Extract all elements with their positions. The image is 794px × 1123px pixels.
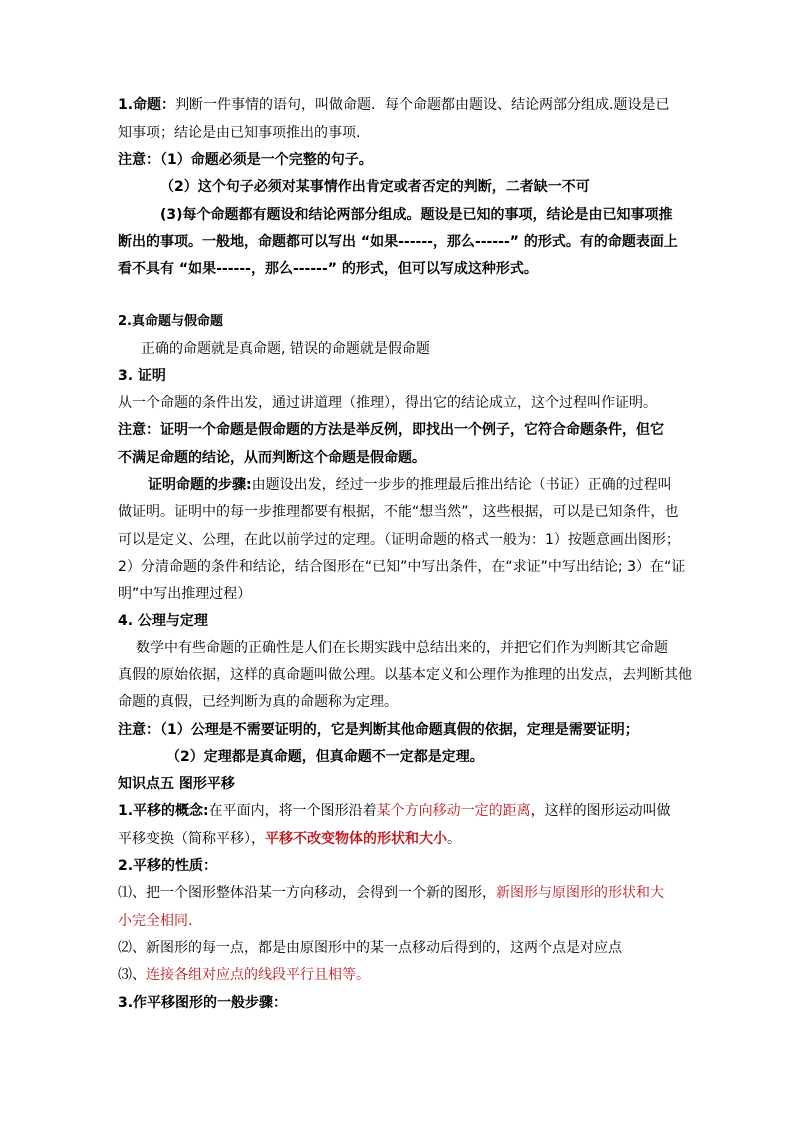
true-false-proposition-heading: 2.真命题与假命题: [118, 314, 223, 329]
true-false-proposition-text: 正确的命题就是真命题, 错误的命题就是假命题: [141, 341, 430, 357]
translation-nature-1-text: ⑴、把一个图形整体沿某一方向移动，会得到一个新的图形，: [118, 885, 496, 901]
proof-steps-line-3: 可以是定义、公理，在此以前学过的定理。（证明命题的格式一般为：1）按题意画出图形；: [118, 532, 680, 548]
proposition-note-3-line-1: (3)每个命题都有题设和结论两部分组成。题设是已知的事项，结论是由已知事项推: [160, 207, 673, 223]
axiom-note-1: [118, 720, 639, 740]
proof-steps-text-1: 由题设出发，经过一步步的推理最后推出结论（书证）正确的过程叫: [251, 477, 672, 493]
proposition-note-1: [118, 150, 373, 170]
proof-steps-label: 证明命题的步骤:: [148, 477, 252, 493]
translation-concept-highlight: 某个方向移动一定的距离: [376, 803, 531, 819]
proposition-note-3-line-3: 看不具有 “如果------，那么------” 的形式，但可以写成这种形式。: [118, 261, 538, 277]
translation-nature-3-highlight: 连接各组对应点的线段平行且相等。: [146, 967, 370, 983]
translation-nature-3-prefix: ⑶、: [118, 967, 146, 983]
proof-heading: 3. 证明: [118, 368, 166, 384]
translation-nature-3: [118, 965, 370, 985]
proposition-definition-line-1: [118, 95, 670, 115]
translation-steps-heading: 3.作平移图形的一般步骤：: [118, 995, 288, 1011]
proof-steps-line-1: [148, 475, 672, 495]
proposition-note-3-line-2: 断出的事项。一般地，命题都可以写出 “如果------，那么------” 的形式。有的命题表面上: [118, 234, 678, 250]
proposition-note-2: （2）这个句子必须对某事情作出肯定或者否定的判断，二者缺一不可: [160, 179, 590, 195]
translation-nature-1-line-2: 小完全相同.: [118, 913, 193, 929]
axiom-note-1-text: （1）公理是不需要证明的，它是判断其他命题真假的依据，定理是需要证明；: [160, 722, 639, 738]
translation-concept-text-b: ，这样的图形运动叫做: [530, 803, 671, 819]
translation-shape-size-highlight: 平移不改变物体的形状和大小: [265, 831, 447, 847]
proposition-label: 1.命题：: [118, 97, 176, 113]
proof-note-line-2: 不满足命题的结论，从而判断这个命题是假命题。: [118, 450, 426, 466]
axiom-paragraph-line-1: 数学中有些命题的正确性是人们在长期实践中总结出来的，并把它们作为判断其它命题: [136, 640, 668, 656]
translation-concept-line-2: [118, 829, 461, 849]
note-label: 注意：: [118, 152, 160, 168]
translation-concept-label: 1.平移的概念:: [118, 803, 209, 819]
translation-nature-heading: 2.平移的性质：: [118, 858, 218, 874]
proof-steps-line-4: 2）分清命题的条件和结论，结合图形在“已知”中写出条件，在“求证”中写出结论; 3）在“证: [118, 559, 686, 575]
proof-definition: 从一个命题的条件出发，通过讲道理（推理），得出它的结论成立，这个过程叫作证明。: [118, 395, 657, 411]
note-label: 注意：: [118, 722, 160, 738]
proposition-definition-line-2: 知事项；结论是由已知事项推出的事项.: [118, 125, 361, 141]
axiom-note-2: （2）定理都是真命题，但真命题不一定都是定理。: [166, 749, 484, 765]
axiom-paragraph-line-3: 命题的真假，已经判断为真的命题称为定理。: [118, 694, 398, 710]
axiom-theorem-heading: 4. 公理与定理: [118, 613, 208, 629]
translation-concept-line-1: [118, 801, 671, 821]
proposition-definition-text: 判断一件事情的语句，叫做命题．每个命题都由题设、结论两部分组成.题设是已: [175, 97, 670, 113]
translation-concept-text-d: 。: [447, 831, 461, 847]
axiom-paragraph-line-2: 真假的原始依据，这样的真命题叫做公理。以基本定义和公理作为推理的出发点，去判断其他: [118, 667, 692, 683]
note-1-text: （1）命题必须是一个完整的句子。: [160, 152, 373, 168]
proof-steps-line-2: 做证明。证明中的每一步推理都要有根据，不能“想当然”，这些根据，可以是已知条件，也: [118, 504, 679, 520]
translation-nature-1-highlight: 新图形与原图形的形状和大: [496, 885, 664, 901]
proof-note-line-1: 注意：证明一个命题是假命题的方法是举反例，即找出一个例子，它符合命题条件，但它: [118, 422, 664, 438]
translation-concept-text-c: 平移变换（简称平移），: [118, 831, 265, 847]
proof-steps-line-5: 明”中写出推理过程）: [118, 586, 252, 602]
translation-nature-1-line-1: [118, 883, 664, 903]
translation-concept-text-a: 在平面内，将一个图形沿着: [208, 803, 377, 819]
translation-heading: 知识点五 图形平移: [118, 776, 235, 792]
translation-nature-2: ⑵、新图形的每一点，都是由原图形中的某一点移动后得到的，这两个点是对应点: [118, 940, 622, 956]
